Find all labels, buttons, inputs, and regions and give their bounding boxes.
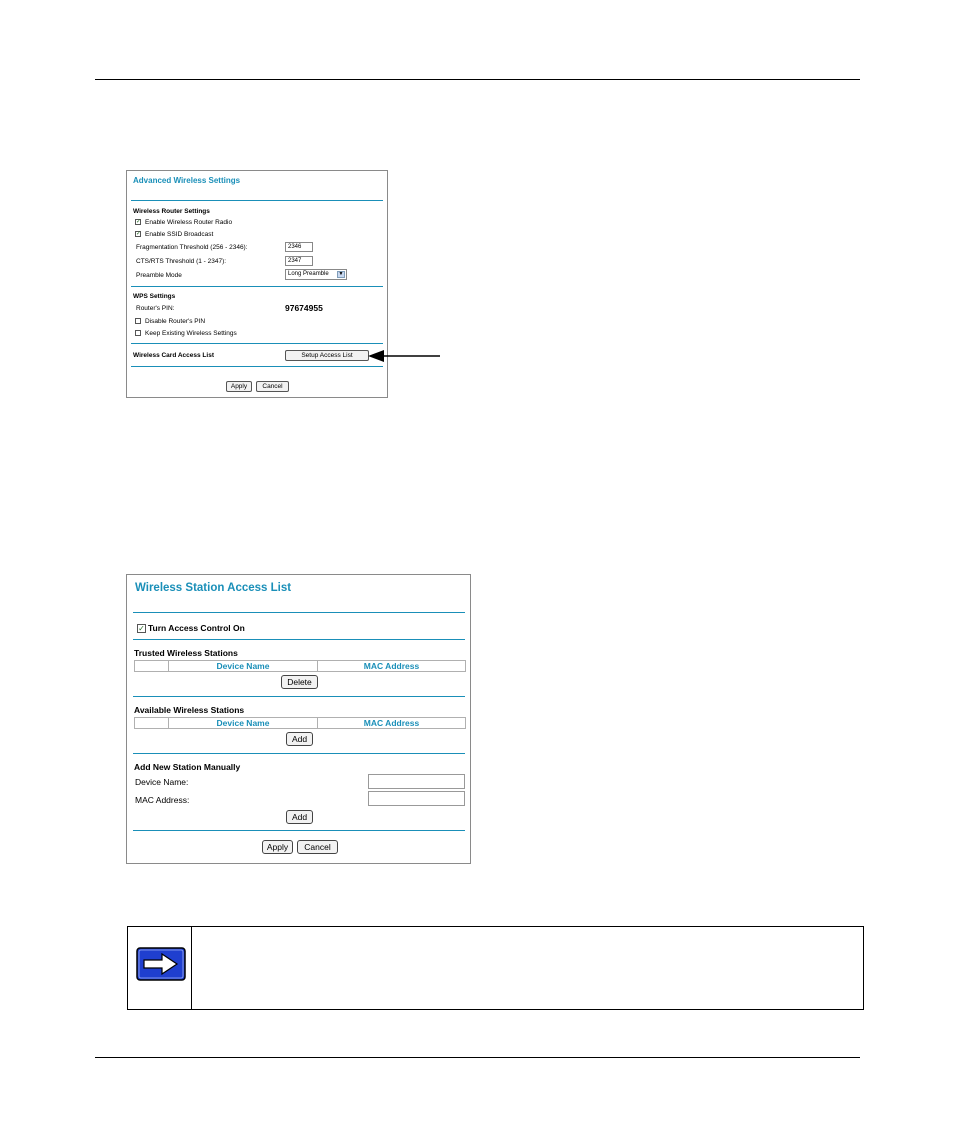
wps-settings-heading: WPS Settings	[133, 293, 176, 300]
device-name-label: Device Name:	[135, 777, 189, 787]
cancel-button[interactable]: Cancel	[256, 381, 289, 392]
access-control-label: Turn Access Control On	[148, 623, 245, 633]
keep-settings-checkbox[interactable]	[135, 330, 141, 336]
enable-radio-label: Enable Wireless Router Radio	[145, 219, 233, 226]
divider	[131, 366, 383, 367]
preamble-label: Preamble Mode	[136, 272, 182, 279]
available-stations-table	[134, 717, 466, 729]
mac-address-input[interactable]	[368, 791, 465, 806]
available-stations-heading: Available Wireless Stations	[134, 705, 245, 715]
note-divider	[191, 927, 192, 1009]
frag-threshold-label: Fragmentation Threshold (256 - 2346):	[136, 244, 248, 251]
table-header-row	[135, 661, 466, 672]
setup-access-list-button[interactable]: Setup Access List	[285, 350, 369, 361]
table-header-row	[135, 718, 466, 729]
divider	[133, 830, 465, 831]
header-rule	[95, 79, 860, 80]
arrow-right-icon	[136, 947, 186, 981]
add-manually-heading: Add New Station Manually	[134, 762, 241, 772]
mac-address-column-header: MAC Address	[318, 661, 466, 672]
disable-pin-checkbox[interactable]	[135, 318, 141, 324]
mac-address-label: MAC Address:	[135, 795, 190, 805]
divider	[133, 753, 465, 754]
rts-threshold-label: CTS/RTS Threshold (1 - 2347):	[136, 258, 227, 265]
access-list-label: Wireless Card Access List	[133, 352, 214, 359]
add-manual-button[interactable]: Add	[286, 810, 313, 824]
select-column-header	[135, 661, 169, 672]
enable-ssid-label: Enable SSID Broadcast	[145, 231, 214, 238]
router-pin-value: 97674955	[285, 303, 323, 313]
keep-settings-label: Keep Existing Wireless Settings	[145, 330, 237, 337]
enable-ssid-checkbox[interactable]: ✓	[136, 231, 142, 237]
advanced-wireless-settings-panel	[126, 170, 388, 398]
callout-arrow-icon	[368, 349, 440, 363]
chevron-down-icon: ▼	[338, 271, 344, 277]
device-name-column-header: Device Name	[169, 661, 318, 672]
apply-button[interactable]: Apply	[262, 840, 293, 854]
cancel-button[interactable]: Cancel	[297, 840, 338, 854]
wireless-station-access-list-panel	[126, 574, 471, 864]
apply-button[interactable]: Apply	[226, 381, 252, 392]
footer-rule	[95, 1057, 860, 1058]
trusted-stations-table	[134, 660, 466, 672]
frag-threshold-input[interactable]: 2346	[285, 242, 313, 252]
panel-title: Wireless Station Access List	[135, 582, 292, 594]
divider	[133, 696, 465, 697]
note-box	[127, 926, 864, 1010]
rts-threshold-input[interactable]: 2347	[285, 256, 313, 266]
router-settings-heading: Wireless Router Settings	[133, 208, 210, 215]
panel-title: Advanced Wireless Settings	[133, 176, 241, 185]
device-name-input[interactable]	[368, 774, 465, 789]
divider	[131, 200, 383, 201]
divider	[133, 639, 465, 640]
divider	[133, 612, 465, 613]
mac-address-column-header: MAC Address	[318, 718, 466, 729]
device-name-column-header: Device Name	[169, 718, 318, 729]
divider	[131, 286, 383, 287]
access-control-checkbox[interactable]: ✓	[138, 624, 145, 633]
delete-button[interactable]: Delete	[281, 675, 318, 689]
divider	[131, 343, 383, 344]
select-column-header	[135, 718, 169, 729]
add-available-button[interactable]: Add	[286, 732, 313, 746]
trusted-stations-heading: Trusted Wireless Stations	[134, 648, 238, 658]
router-pin-label: Router's PIN:	[136, 305, 175, 312]
preamble-value: Long Preamble	[288, 271, 329, 277]
disable-pin-label: Disable Router's PIN	[145, 318, 206, 325]
enable-radio-checkbox[interactable]: ✓	[136, 219, 142, 225]
preamble-select[interactable]	[285, 269, 347, 280]
